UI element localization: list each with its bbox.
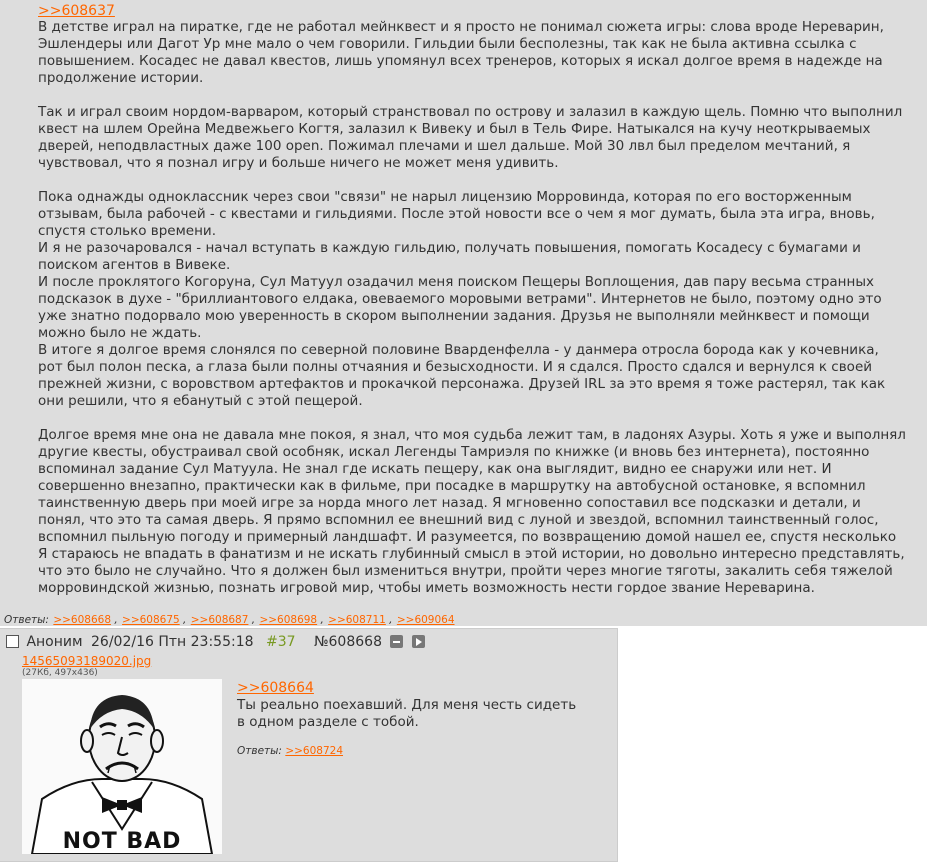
op-paragraph xyxy=(38,104,927,172)
post-ordinal: #37 xyxy=(265,634,296,650)
post-608668 xyxy=(0,628,618,862)
op-replies-label: Ответы: xyxy=(4,614,49,626)
reply-link[interactable]: >>608668 xyxy=(53,614,112,626)
op-text-line: подсказок в духе - "бриллиантового елдака, овеваемого моровыми ветрами". Интернетов не было, поэтому одно это xyxy=(38,291,882,307)
expand-post-icon[interactable] xyxy=(412,635,425,648)
op-text-line: Пока однажды одноклассник через свои "связи" не нарыл лицензию Морровинда, которая по его восторженным xyxy=(38,189,852,205)
post-header xyxy=(6,633,425,653)
op-text-line: спустя столько времени. xyxy=(38,223,216,239)
op-text-line: рот был полон песка, а глаза были полны отчаяния и безысходности. И я сдался. Просто сдался и вернулся к своей xyxy=(38,359,873,375)
post-date: 26/02/16 Птн 23:55:18 xyxy=(91,634,254,650)
post-replies-label: Ответы: xyxy=(237,745,282,757)
op-text-line: совершенно внезапно, практически как в фильме, при посадке в маршрутку на автобусной остановке, я вспомнил xyxy=(38,478,866,494)
op-text-line: вспомнил пыльную погоду и примерный ландшафт. И разумеется, по возвращению домой нашел ее, спустя несколько xyxy=(38,529,897,545)
post-reply-link[interactable]: >>608664 xyxy=(237,680,314,696)
post-select-checkbox[interactable] xyxy=(6,635,19,648)
reply-link[interactable]: >>609064 xyxy=(396,614,455,626)
reply-link[interactable]: >>608711 xyxy=(328,614,386,626)
post-author: Аноним xyxy=(26,634,83,650)
image-caption: NOT BAD xyxy=(62,829,182,854)
op-text-line: другие квесты, обустраивал свой особняк, искал Легенды Тамриэля по книжке (и вновь без интернета), постоянно xyxy=(38,444,870,460)
post-number[interactable]: №608668 xyxy=(313,634,382,650)
op-paragraph xyxy=(38,427,927,597)
op-paragraph xyxy=(38,189,927,410)
post-replies xyxy=(237,745,343,757)
post-text: Ты реально поехавший. Для меня честь сидеть в одном разделе с тобой. xyxy=(237,697,577,730)
op-text-line: уже знатно подорвало мою уверенность в скором выполнении задания. Друзья не выполняли мейнквест и помощи xyxy=(38,308,870,324)
op-text-line: В итоге я долгое время слонялся по северной половине Вварденфелла - у данмера отросла борода как у кочевника, xyxy=(38,342,879,358)
reply-link[interactable]: >>608698 xyxy=(259,614,318,626)
attachment-meta: (27Кб, 497x436) xyxy=(22,668,98,678)
op-paragraph xyxy=(38,19,927,87)
op-text-line: В детстве играл на пиратке, где не работал мейнквест и я просто не понимал сюжета игры: слова вроде Нереварин, xyxy=(38,19,884,35)
hide-post-icon[interactable] xyxy=(390,635,403,648)
op-replies xyxy=(4,614,455,626)
op-paragraphs xyxy=(38,19,927,597)
op-text-line: И я не разочаровался - начал вступать в каждую гильдию, получать повышения, помогать Косадесу с бумагами и xyxy=(38,240,861,256)
reply-link[interactable]: >>608675 xyxy=(122,614,180,626)
op-text-line: они решили, что я ебанутый с этой пещерой. xyxy=(38,393,363,409)
op-text-line: повышением. Косадес не давал квестов, лишь упомянул всех тренеров, которых я искал долгое время в надежде на xyxy=(38,53,883,69)
post-reply-list xyxy=(285,745,343,757)
attachment-filename-link[interactable]: 14565093189020.jpg xyxy=(22,654,152,668)
op-text-line: Эшлендеры или Дагот Ур мне мало о чем говорили. Гильдии были бесполезны, так как не была активна ссылка с xyxy=(38,36,857,52)
reply-link[interactable]: >>608724 xyxy=(285,745,344,757)
op-text-line: Долгое время мне она не давала мне покоя, я знал, что моя судьба лежит там, в ладонях Азуры. Хоть я уже и выполнял xyxy=(38,427,906,443)
op-text-line: Так и играл своим нордом-варваром, который странствовал по острову и залазил в каждую щель. Помню что выполнил xyxy=(38,104,903,120)
post-body xyxy=(237,680,577,731)
attachment-thumbnail[interactable] xyxy=(22,679,222,854)
op-reply-list: >>608668 , >>608675 , >>608687 , >>608698 , >>608711 , >>609064 xyxy=(53,614,455,626)
op-text-line: Я стараюсь не впадать в фанатизм и не искать глубинный смысл в этой истории, но довольно интересно представлять, xyxy=(38,546,905,562)
op-post-body xyxy=(38,3,927,614)
op-text-line: понял, что это та самая дверь. Я прямо вспомнил ее внешний вид с луной и звездой, вспомнил таинственный голос, xyxy=(38,512,879,528)
op-text-line: морровиндской жизнью, познать игровой мир, чтобы иметь возможность нести гордое звание Нереварина. xyxy=(38,580,815,596)
op-text-line: поиском агентов в Вивеке. xyxy=(38,257,231,273)
op-text-line: что это было не случайно. Что я должен был измениться внутри, пройти через многие тяготы, закалить себя тяжелой xyxy=(38,563,893,579)
op-reply-link[interactable]: >>608637 xyxy=(38,3,115,19)
op-text-line: И после проклятого Когоруна, Сул Матуул озадачил меня поиском Пещеры Воплощения, дав пару весьма странных xyxy=(38,274,874,290)
not-bad-face-icon xyxy=(22,679,222,854)
op-text-line: прежней жизни, с воровством артефактов и прокачкой персонажа. Друзей IRL за это время я тоже растерял, так как xyxy=(38,376,886,392)
op-text-line: чувствовал, что я познал игру и больше ничего не может меня удивить. xyxy=(38,155,559,171)
reply-link[interactable]: >>608687 xyxy=(190,614,249,626)
op-text-line: таинственную дверь при моей игре за норда много лет назад. Я мгновенно сопоставил все подсказки и детали, и xyxy=(38,495,861,511)
op-text-line: вспоминал задание Сул Матуула. Не знал где искать пещеру, как она выглядит, видно ее снаружи или нет. И xyxy=(38,461,832,477)
op-text-line: дверей, неподвластных даже 100 open. Пожимал плечами и шел дальше. Мой 30 лвл был пределом мечтаний, я xyxy=(38,138,851,154)
op-text-line: продолжение истории. xyxy=(38,70,204,86)
op-text-line: отзывам, была рабочей - с квестами и гильдиями. После этой новости все о чем я мог думать, была эта игра, вновь, xyxy=(38,206,875,222)
op-text-line: можно было не ждать. xyxy=(38,325,202,341)
op-text-line: квест на шлем Орейна Медвежьего Когтя, залазил к Вивеку и был в Тель Фире. Натыкался на кучу неоткрываемых xyxy=(38,121,871,137)
